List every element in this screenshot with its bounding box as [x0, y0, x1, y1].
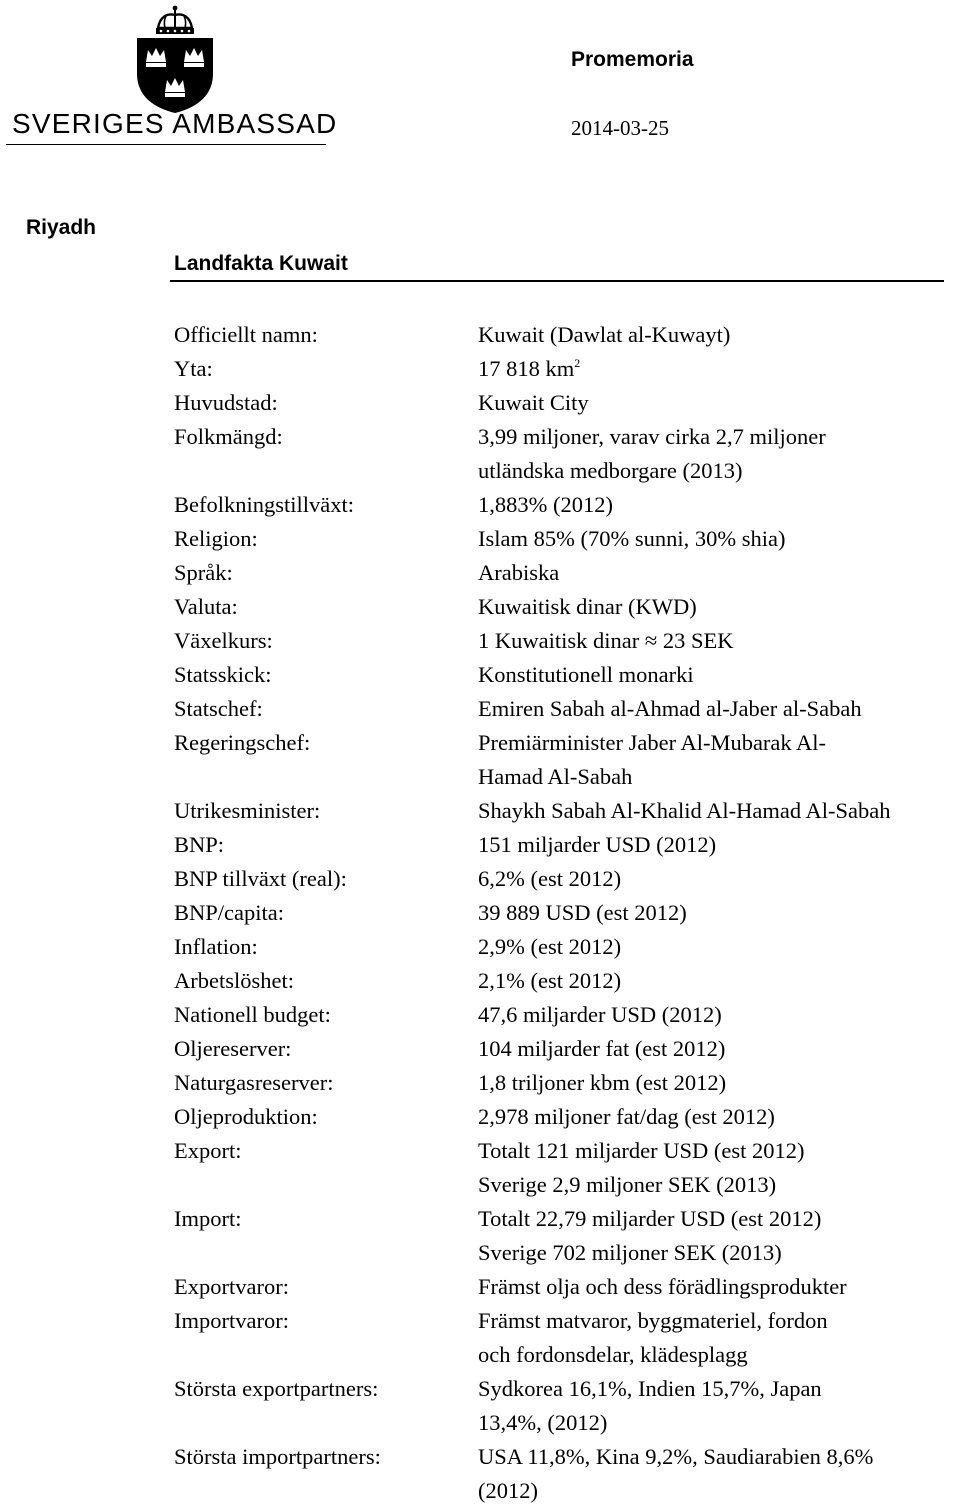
fact-row [174, 1270, 958, 1304]
fact-row [174, 352, 958, 386]
fact-value-line: 6,2% (est 2012) [478, 866, 622, 891]
fact-value-line: och fordonsdelar, klädesplagg [478, 1342, 748, 1367]
fact-label: Importvaror: [174, 1308, 289, 1333]
fact-value-line: 2,1% (est 2012) [478, 968, 622, 993]
fact-value-line: Arabiska [478, 560, 560, 585]
fact-label: Huvudstad: [174, 390, 278, 415]
fact-row [174, 1066, 958, 1100]
fact-label: Regeringschef: [174, 730, 311, 755]
fact-value [478, 1304, 958, 1372]
place-heading: Riyadh [26, 216, 97, 239]
fact-label: Inflation: [174, 934, 258, 959]
fact-value [478, 726, 958, 794]
fact-value-line: Islam 85% (70% sunni, 30% shia) [478, 526, 786, 551]
fact-value [478, 964, 958, 998]
superscript: 2 [574, 356, 581, 370]
fact-value-line: (2012) [478, 1478, 538, 1503]
fact-label: Växelkurs: [174, 628, 273, 653]
fact-value-line: Totalt 22,79 miljarder USD (est 2012) [478, 1206, 822, 1231]
fact-label: Religion: [174, 526, 258, 551]
fact-label: Arbetslöshet: [174, 968, 294, 993]
fact-label: Nationell budget: [174, 1002, 331, 1027]
fact-value-line: 13,4%, (2012) [478, 1410, 608, 1435]
fact-value [478, 386, 958, 420]
fact-value [478, 794, 958, 828]
fact-row [174, 590, 958, 624]
fact-value-line: 3,99 miljoner, varav cirka 2,7 miljoner [478, 424, 826, 449]
fact-value [478, 420, 958, 488]
fact-value-line: Kuwait City [478, 390, 589, 415]
fact-value-line: 47,6 miljarder USD (2012) [478, 1002, 722, 1027]
fact-value-line: 104 miljarder fat (est 2012) [478, 1036, 726, 1061]
fact-row [174, 794, 958, 828]
fact-value-line: Sydkorea 16,1%, Indien 15,7%, Japan [478, 1376, 822, 1401]
fact-label: Oljeproduktion: [174, 1104, 318, 1129]
fact-row [174, 1032, 958, 1066]
fact-label: Naturgasreserver: [174, 1070, 334, 1095]
fact-value [478, 522, 958, 556]
fact-row [174, 624, 958, 658]
fact-value [478, 590, 958, 624]
fact-value-line: 17 818 $km^2$ [478, 356, 581, 381]
fact-row [174, 726, 958, 794]
fact-value-line: utländska medborgare (2013) [478, 458, 743, 483]
fact-label: Språk: [174, 560, 233, 585]
fact-value-line: 2,978 miljoner fat/dag (est 2012) [478, 1104, 775, 1129]
logo-wordmark: SVERIGES AMBASSAD [12, 108, 338, 139]
fact-value-line: Kuwaitisk dinar (KWD) [478, 594, 697, 619]
fact-row [174, 658, 958, 692]
fact-row [174, 896, 958, 930]
fact-value [478, 658, 958, 692]
fact-value-line: Främst matvaror, byggmateriel, fordon [478, 1308, 828, 1333]
fact-label: Officiellt namn: [174, 322, 318, 347]
fact-value-line: Hamad Al-Sabah [478, 764, 633, 789]
embassy-logo [6, 4, 338, 146]
fact-label: Största exportpartners: [174, 1376, 379, 1401]
fact-value-line: Totalt 121 miljarder USD (est 2012) [478, 1138, 805, 1163]
fact-value [478, 1066, 958, 1100]
fact-label: Statschef: [174, 696, 263, 721]
fact-row [174, 930, 958, 964]
fact-value [478, 862, 958, 896]
fact-value [478, 1134, 958, 1202]
fact-label: Import: [174, 1206, 242, 1231]
fact-value-line: USA 11,8%, Kina 9,2%, Saudiarabien 8,6% [478, 1444, 874, 1469]
fact-label: Utrikesminister: [174, 798, 321, 823]
fact-value-line: Emiren Sabah al-Ahmad al-Jaber al-Sabah [478, 696, 862, 721]
fact-value-line: Främst olja och dess förädlingsprodukter [478, 1274, 847, 1299]
fact-value [478, 1440, 958, 1508]
fact-row [174, 318, 958, 352]
fact-row [174, 522, 958, 556]
fact-row [174, 964, 958, 998]
fact-label: BNP tillväxt (real): [174, 866, 347, 891]
fact-row [174, 488, 958, 522]
title-underline [170, 280, 944, 282]
fact-value-line: 1,8 triljoner kbm (est 2012) [478, 1070, 727, 1095]
fact-row [174, 1304, 958, 1372]
fact-value [478, 1202, 958, 1270]
fact-value-line: 2,9% (est 2012) [478, 934, 622, 959]
fact-value-line: Kuwait (Dawlat al-Kuwayt) [478, 322, 731, 347]
facts-list [174, 318, 958, 1508]
fact-label: Yta: [174, 356, 213, 381]
fact-value-line: Konstitutionell monarki [478, 662, 694, 687]
fact-label: Oljereserver: [174, 1036, 292, 1061]
fact-value [478, 488, 958, 522]
fact-row [174, 1202, 958, 1270]
fact-value [478, 352, 958, 386]
fact-row [174, 1134, 958, 1202]
fact-value [478, 828, 958, 862]
fact-value [478, 1270, 958, 1304]
fact-row [174, 1440, 958, 1508]
fact-label: Folkmängd: [174, 424, 283, 449]
fact-value [478, 556, 958, 590]
fact-value [478, 1372, 958, 1440]
fact-label: Befolkningstillväxt: [174, 492, 354, 517]
fact-value [478, 624, 958, 658]
fact-label: Valuta: [174, 594, 238, 619]
fact-row [174, 1100, 958, 1134]
fact-value-line: Sverige 2,9 miljoner SEK (2013) [478, 1172, 777, 1197]
fact-value-line: 151 miljarder USD (2012) [478, 832, 717, 857]
fact-label: Exportvaror: [174, 1274, 289, 1299]
fact-value-line: 39 889 USD (est 2012) [478, 900, 687, 925]
fact-row [174, 692, 958, 726]
fact-value [478, 930, 958, 964]
fact-label: Största importpartners: [174, 1444, 381, 1469]
fact-value-line: Sverige 702 miljoner SEK (2013) [478, 1240, 782, 1265]
fact-value [478, 1100, 958, 1134]
fact-row [174, 556, 958, 590]
fact-value [478, 896, 958, 930]
fact-label: Export: [174, 1138, 242, 1163]
fact-label: BNP: [174, 832, 225, 857]
fact-value [478, 692, 958, 726]
fact-label: Statsskick: [174, 662, 272, 687]
fact-value-line: Premiärminister Jaber Al-Mubarak Al- [478, 730, 827, 755]
fact-value [478, 998, 958, 1032]
fact-row [174, 1372, 958, 1440]
document-title: Landfakta Kuwait [174, 252, 348, 275]
fact-row [174, 386, 958, 420]
fact-row [174, 862, 958, 896]
fact-value-line: 1,883% (2012) [478, 492, 613, 517]
fact-value [478, 318, 958, 352]
document-type: Promemoria [571, 48, 694, 71]
fact-row [174, 828, 958, 862]
fact-value-line: 1 Kuwaitisk dinar ≈ 23 SEK [478, 628, 734, 653]
fact-value-line: Shaykh Sabah Al-Khalid Al-Hamad Al-Sabah [478, 798, 891, 823]
logo-divider [6, 144, 326, 145]
royal-crest-icon [134, 4, 216, 114]
document-date: 2014-03-25 [571, 116, 669, 140]
fact-label: BNP/capita: [174, 900, 284, 925]
fact-value [478, 1032, 958, 1066]
fact-row [174, 998, 958, 1032]
fact-row [174, 420, 958, 488]
